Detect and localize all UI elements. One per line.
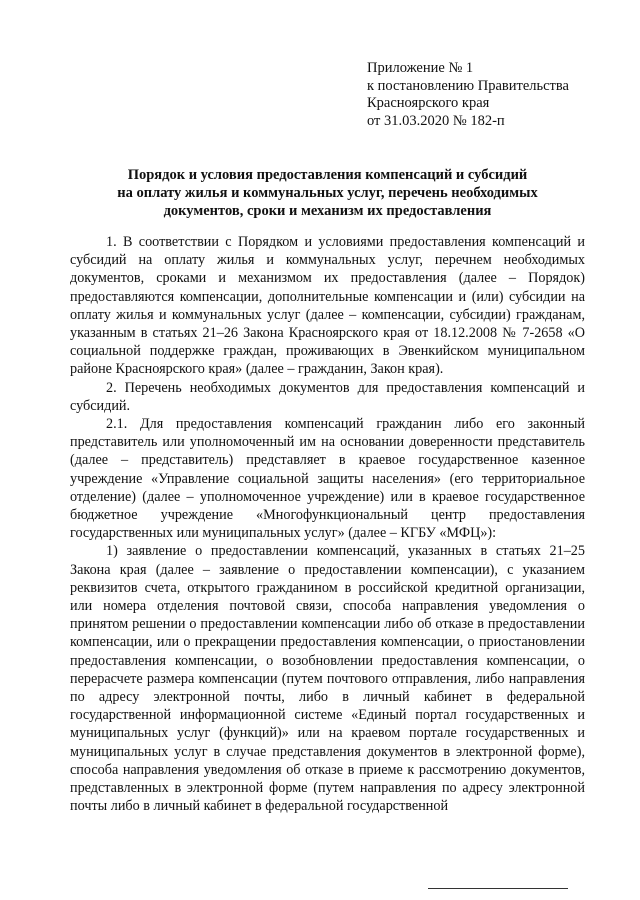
paragraph-2: 2. Перечень необходимых документов для предоставления компенсаций и субсидий. [70,379,585,414]
footer-rule [428,888,568,889]
appendix-date: от 31.03.2020 № 182-п [367,112,505,129]
appendix-header [367,60,569,130]
appendix-region: Красноярского края [367,95,490,111]
title-line: на оплату жилья и коммунальных услуг, перечень необходимых [117,185,538,201]
appendix-reference: к постановлению Правительства [367,77,569,94]
title-line: Порядок и условия предоставления компенсаций и субсидий [127,167,528,183]
document-title [70,166,585,220]
paragraph-list-item-1: 1) заявление о предоставлении компенсаций, указанных в статьях 21–25 Закона края (далее – заявление о предоставлении компенсации), с указанием реквизитов счета, открытого гражданином в российской кредитной организации, или номера отделения почтовой связи, способа направления уведомления о принятом решении о предоставлении компенсации либо об отказе в предоставлении компенсации, или о прекращении предоставления компенсации, о приостановлении предоставления компенсации, о возобновлении предоставления компенсации, о перерасчете размера компенсации (путем почтового отправления, либо направления по адресу электронной почты, либо в личный кабинет в федеральной государственной информационной системе «Единый портал государственных и муниципальных услуг (функций)» или на краевом портале государственных и муниципальных услуг в случае представления документов в электронной форме), способа направления уведомления об отказе в приеме к рассмотрению документов, представленных в электронной форме (путем направления по адресу электронной почты либо в личный кабинет в федеральной государственной [70,543,585,815]
paragraph-1: 1. В соответствии с Порядком и условиями предоставления компенсаций и субсидий на оплату жилья и коммунальных услуг, перечнем необходимых документов, сроками и механизмом их предоставления (далее – Порядок) предоставляются компенсации, дополнительные компенсации и (или) субсидии на оплату жилья и коммунальных услуг (далее – компенсации, субсидии) гражданам, указанным в статьях 21–26 Закона Красноярского края от 18.12.2008 № 7-2658 «О социальной поддержке граждан, проживающих в Эвенкийском муниципальном районе Красноярского края» (далее – гражданин, Закон края). [70,234,585,378]
title-line: документов, сроки и механизм их предоставления [163,203,492,219]
document-body [70,233,585,816]
appendix-number: Приложение № 1 [367,60,474,76]
paragraph-2-1: 2.1. Для предоставления компенсаций гражданин либо его законный представитель или уполномоченный им на основании доверенности представитель (далее – представитель) представляет в краевое государственное казенное учреждение «Управление социальной защиты населения» (его территориальное отделение) (далее – уполномоченное учреждение) или в краевое государственное бюджетное учреждение «Многофункциональный центр предоставления государственных или муниципальных услуг» (далее – КГБУ «МФЦ»): [70,416,585,542]
